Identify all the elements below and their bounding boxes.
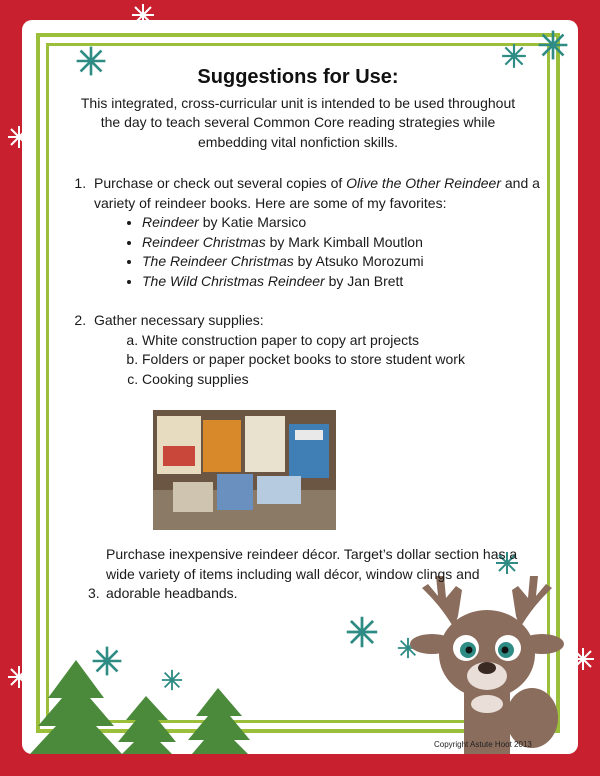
item-number: 3.: [88, 585, 100, 601]
item-text: Purchase inexpensive reindeer décor. Target’s dollar section has a wide variety of items including wall décor, window clings and adorable headbands.: [106, 546, 518, 601]
intro-paragraph: This integrated, cross-curricular unit is intended to be used throughout the day to teach several Common Core reading strategies while embedding vital nonfiction skills.: [80, 94, 516, 150]
list-item: [90, 174, 550, 291]
book-author: by Katie Marsico: [198, 214, 307, 230]
supply-item: b. Folders or paper pocket books to store student work: [142, 350, 550, 370]
supplies-list: [94, 331, 550, 390]
copyright-text: Copyright Astute Hoot 2013: [434, 740, 532, 749]
book-author: by Jan Brett: [324, 272, 404, 289]
book-title: Reindeer: [142, 214, 199, 230]
books-photo: [153, 410, 336, 530]
page-title: Suggestions for Use:: [197, 66, 399, 88]
book-title: Reindeer Christmas: [142, 233, 266, 250]
snowflake-icon: [130, 2, 156, 28]
book-author: by Atsuko Morozumi: [293, 253, 424, 269]
snowflake-icon: [6, 124, 32, 150]
snowflake-icon: [536, 28, 570, 62]
book-title-olive: Olive the Other Reindeer: [346, 175, 501, 191]
book-author: by Mark Kimball Moutlon: [265, 233, 423, 250]
book-item: [142, 272, 550, 292]
book-item: [142, 213, 550, 233]
item-text: and a variety of reindeer books. Here are some of my favorites:: [94, 175, 540, 211]
book-title: The Reindeer Christmas: [142, 253, 294, 269]
christmas-trees-icon: [26, 660, 256, 754]
list-item: [90, 311, 550, 389]
supply-item: c. Cooking supplies: [142, 370, 550, 390]
snowflake-icon: [344, 614, 380, 650]
snowflake-icon: [570, 646, 596, 672]
book-item: [142, 233, 550, 253]
item-text: Gather necessary supplies:: [94, 312, 264, 328]
book-title: The Wild Christmas Reindeer: [142, 272, 325, 289]
suggestions-list: [46, 174, 550, 389]
book-item: [142, 252, 550, 272]
item-text: Purchase or check out several copies of: [94, 175, 347, 191]
book-list: [94, 213, 550, 291]
supply-item: a. White construction paper to copy art projects: [142, 331, 550, 351]
main-content: [46, 62, 550, 389]
